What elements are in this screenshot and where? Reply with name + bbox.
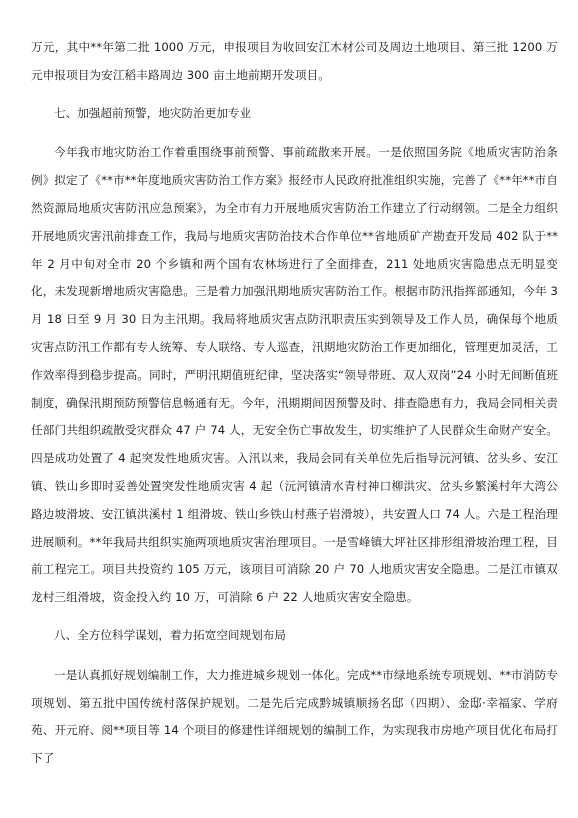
spacer xyxy=(31,612,558,622)
section-7-heading: 七、加强超前预警，地灾防治更加专业 xyxy=(54,105,252,120)
section-8-heading: 八、全方位科学谋划，着力拓宽空间规划布局 xyxy=(54,627,286,642)
spacer xyxy=(31,650,558,662)
spacer xyxy=(31,127,558,139)
intro-paragraph: 万元，其中**年第二批 1000 万元，申报项目为收回安江木材公司及周边土地项目、第三批 1200 万元申报项目为安江稻丰路周边 300 亩土地前期开发项目。 xyxy=(31,40,558,82)
section-7-body: 今年我市地灾防治工作着重围绕事前预警、事前疏散来开展。一是依照国务院《地质灾害防治条例》拟定了《**市**年度地质灾害防治工作方案》报经市人民政府批准组织实施，完善了《**年**市自然资源局地质灾害防汛应急预案》，为全市有力开展地质灾害防治工作建立了行动纲领。二是全力组织开展地质灾害汛前排查工作，我局与地质灾害防治技术合作单位**省地质矿产勘查开发局 402 队于**年 2 月中旬对全市 20 个乡镇和两个国有农林场进行了全面排查，211 处地质灾害隐患点无明显变化，未发现新增地质灾害隐患。三是着力加强汛期地质灾害防治工作。根据市防汛指挥部通知，今年 3 月 18 日至 9 月 30 日为主汛期。我局将地质灾害点防汛职责压实到领导及工作人员，确保每个地质灾害点防汛工作都有专人统筹、专人联络、专人巡查，汛期地灾防治工作更加细化，管理更加灵活，工作效率得到稳步提高。同时，严明汛期值班纪律，坚决落实“领导带班、双人双岗”24 小时无间断值班制度，确保汛期预防预警信息畅通有无。今年，汛期期间因预警及时、排查隐患有力，我局会同相关责任部门共组织疏散受灾群众 47 户 74 人，无安全伤亡事故发生，切实维护了人民群众生命财产安全。四是成功处置了 4 起突发性地质灾害。入汛以来，我局会同有关单位先后指导沅河镇、岔头乡、安江镇、铁山乡即时妥善处置突发性地质灾害 4 起（沅河镇清水青村神口柳洪灾、岔头乡繁溪村年大湾公路边坡滑坡、安江镇洪溪村 1 组滑坡、铁山乡铁山村燕子岩滑坡），共安置人口 74 人。六是工程治理进展顺利。**年我局共组织实施两项地质灾害治理项目。一是雪峰镇大坪社区排形组滑坡治理工程，目前工程完工。项目共投资约 105 万元，该项目可消除 20 户 70 人地质灾害安全隐患。二是江市镇双龙村三组滑坡，资金投入约 10 万，可消除 6 户 22 人地质灾害安全隐患。 xyxy=(31,145,558,605)
section-8-body: 一是认真抓好规划编制工作，大力推进城乡规划一体化。完成**市绿地系统专项规划、**市消防专项规划、第五批中国传统村落保护规划。二是先后完成黔城镇顺扬名邸（四期）、金邸·幸福家、学府苑、开元府、阅**项目等 14 个项目的修建性详细规划的编制工作，为实现我市房地产项目优化布局打下了 xyxy=(31,667,558,766)
spacer xyxy=(31,90,558,100)
